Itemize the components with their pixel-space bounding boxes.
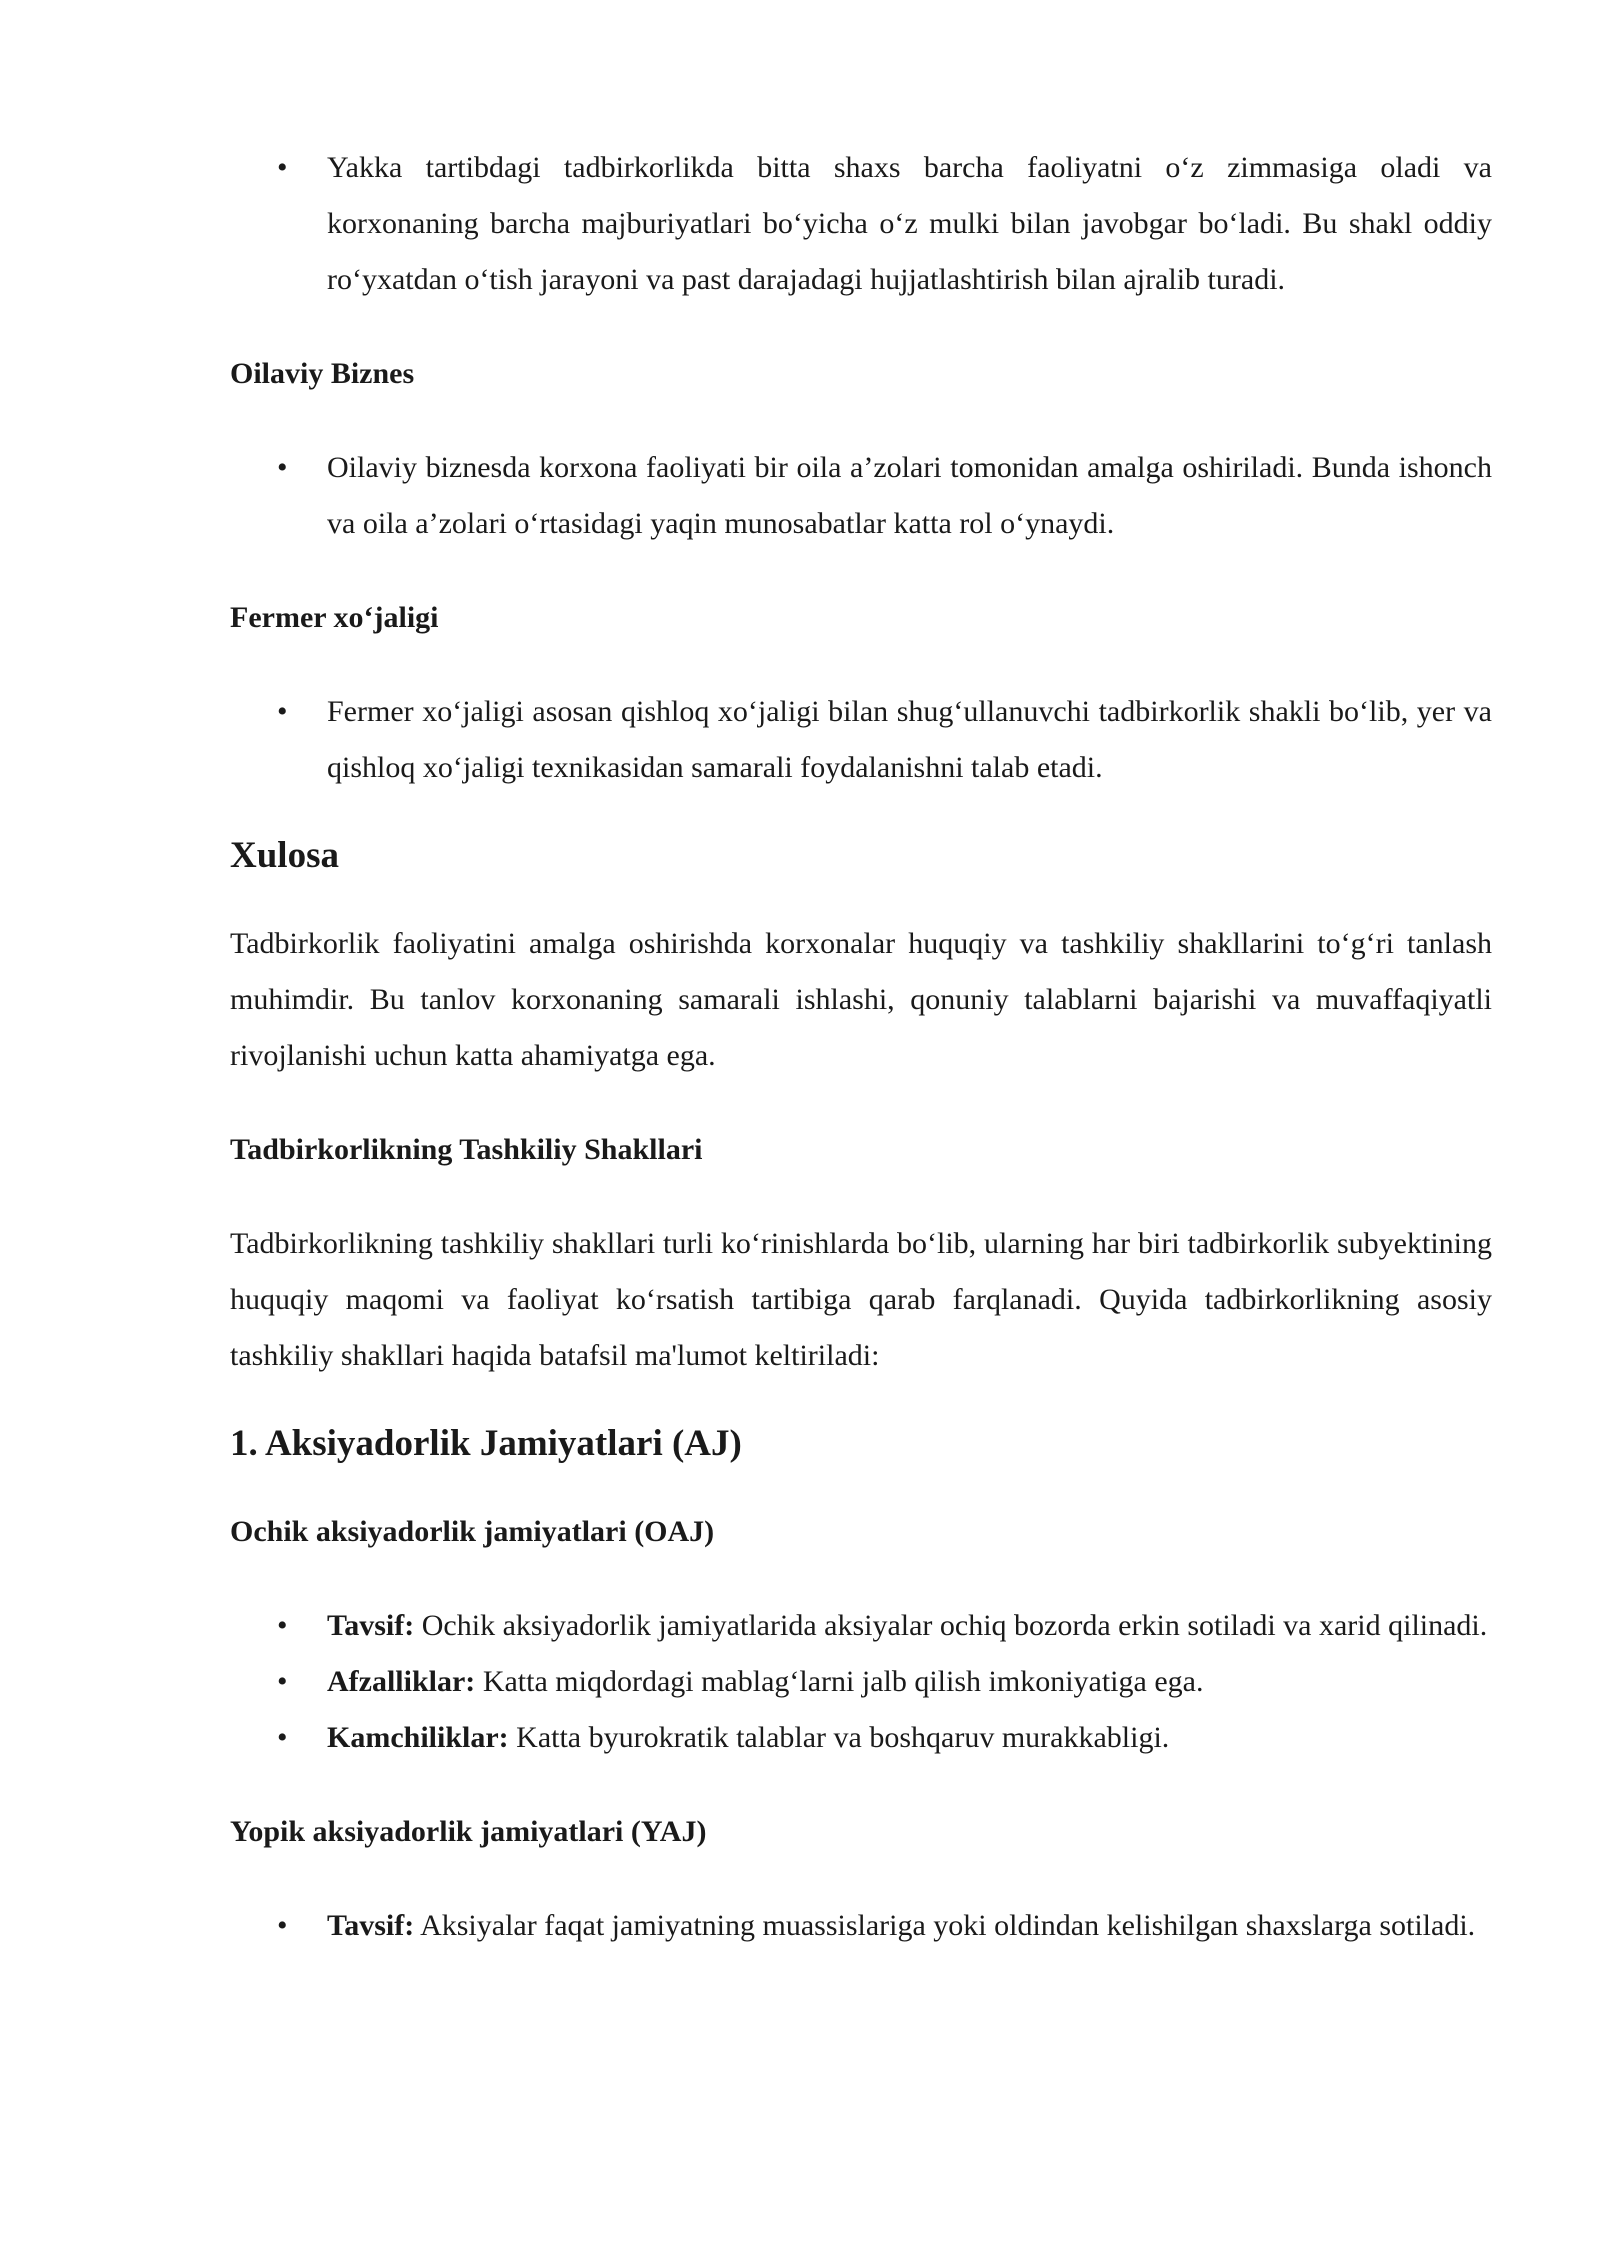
- list-item-text: Fermer xo‘jaligi asosan qishloq xo‘jaligi bilan shug‘ullanuvchi tadbirkorlik shakli bo‘lib, yer va qishloq xo‘jaligi texnikasidan samarali foydalanishni talab etadi.: [327, 695, 1492, 784]
- joint-stock-heading: 1. Aksiyadorlik Jamiyatlari (AJ): [230, 1423, 742, 1464]
- list-item-label: Tavsif:: [327, 1609, 415, 1642]
- conclusion-heading: Xulosa: [230, 835, 339, 876]
- bullet-icon: •: [277, 1665, 288, 1698]
- bullet-icon: •: [277, 151, 288, 184]
- list-item: [230, 1710, 1492, 1766]
- list-item: [230, 684, 1492, 796]
- list-item: [230, 1898, 1492, 1954]
- family-business-list: [230, 440, 1492, 552]
- open-joint-stock-heading: Ochik aksiyadorlik jamiyatlari (OAJ): [230, 1515, 715, 1548]
- family-business-heading: Oilaviy Biznes: [230, 357, 415, 390]
- list-item-text: Katta miqdordagi mablag‘larni jalb qilish imkoniyatiga ega.: [475, 1665, 1204, 1698]
- list-item: [230, 440, 1492, 552]
- sole-proprietorship-list: [230, 140, 1492, 308]
- list-item-text: Oilaviy biznesda korxona faoliyati bir oila a’zolari tomonidan amalga oshiriladi. Bunda ishonch va oila a’zolari o‘rtasidagi yaqin munosabatlar katta rol o‘ynaydi.: [327, 451, 1492, 540]
- farm-heading: Fermer xo‘jaligi: [230, 601, 439, 634]
- list-item: [230, 1654, 1492, 1710]
- bullet-icon: •: [277, 451, 288, 484]
- bullet-icon: •: [277, 1721, 288, 1754]
- list-item-text: Ochik aksiyadorlik jamiyatlarida aksiyalar ochiq bozorda erkin sotiladi va xarid qilinadi.: [414, 1609, 1488, 1642]
- list-item-text: Aksiyalar faqat jamiyatning muassislariga yoki oldindan kelishilgan shaxslarga sotiladi.: [414, 1909, 1476, 1942]
- forms-heading: Tadbirkorlikning Tashkiliy Shakllari: [230, 1133, 703, 1166]
- list-item-text: Yakka tartibdagi tadbirkorlikda bitta shaxs barcha faoliyatni o‘z zimmasiga oladi va korxonaning barcha majburiyatlari bo‘yicha o‘z mulki bilan javobgar bo‘ladi. Bu shakl oddiy ro‘yxatdan o‘tish jarayoni va past darajadagi hujjatlashtirish bilan ajralib turadi.: [327, 151, 1492, 296]
- list-item-label: Afzalliklar:: [327, 1665, 476, 1698]
- list-item-text: Katta byurokratik talablar va boshqaruv murakkabligi.: [508, 1721, 1170, 1754]
- closed-joint-stock-heading: Yopik aksiyadorlik jamiyatlari (YAJ): [230, 1815, 707, 1848]
- list-item-label: Kamchiliklar:: [327, 1721, 509, 1754]
- forms-paragraph: Tadbirkorlikning tashkiliy shakllari turli ko‘rinishlarda bo‘lib, ularning har biri tadbirkorlik subyektining huquqiy maqomi va faoliyat ko‘rsatish tartibiga qarab farqlanadi. Quyida tadbirkorlikning asosiy tashkiliy shakllari haqida batafsil ma'lumot keltiriladi:: [230, 1227, 1492, 1372]
- list-item: [230, 140, 1492, 308]
- open-joint-stock-list: [230, 1598, 1492, 1766]
- bullet-icon: •: [277, 1909, 288, 1942]
- closed-joint-stock-list: [230, 1898, 1492, 1954]
- conclusion-paragraph: Tadbirkorlik faoliyatini amalga oshirishda korxonalar huquqiy va tashkiliy shakllarini to‘g‘ri tanlash muhimdir. Bu tanlov korxonaning samarali ishlashi, qonuniy talablarni bajarishi va muvaffaqiyatli rivojlanishi uchun katta ahamiyatga ega.: [230, 927, 1492, 1072]
- farm-list: [230, 684, 1492, 796]
- bullet-icon: •: [277, 695, 288, 728]
- list-item-label: Tavsif:: [327, 1909, 415, 1942]
- bullet-icon: •: [277, 1609, 288, 1642]
- list-item: [230, 1598, 1492, 1654]
- document-page: [230, 140, 1492, 1954]
